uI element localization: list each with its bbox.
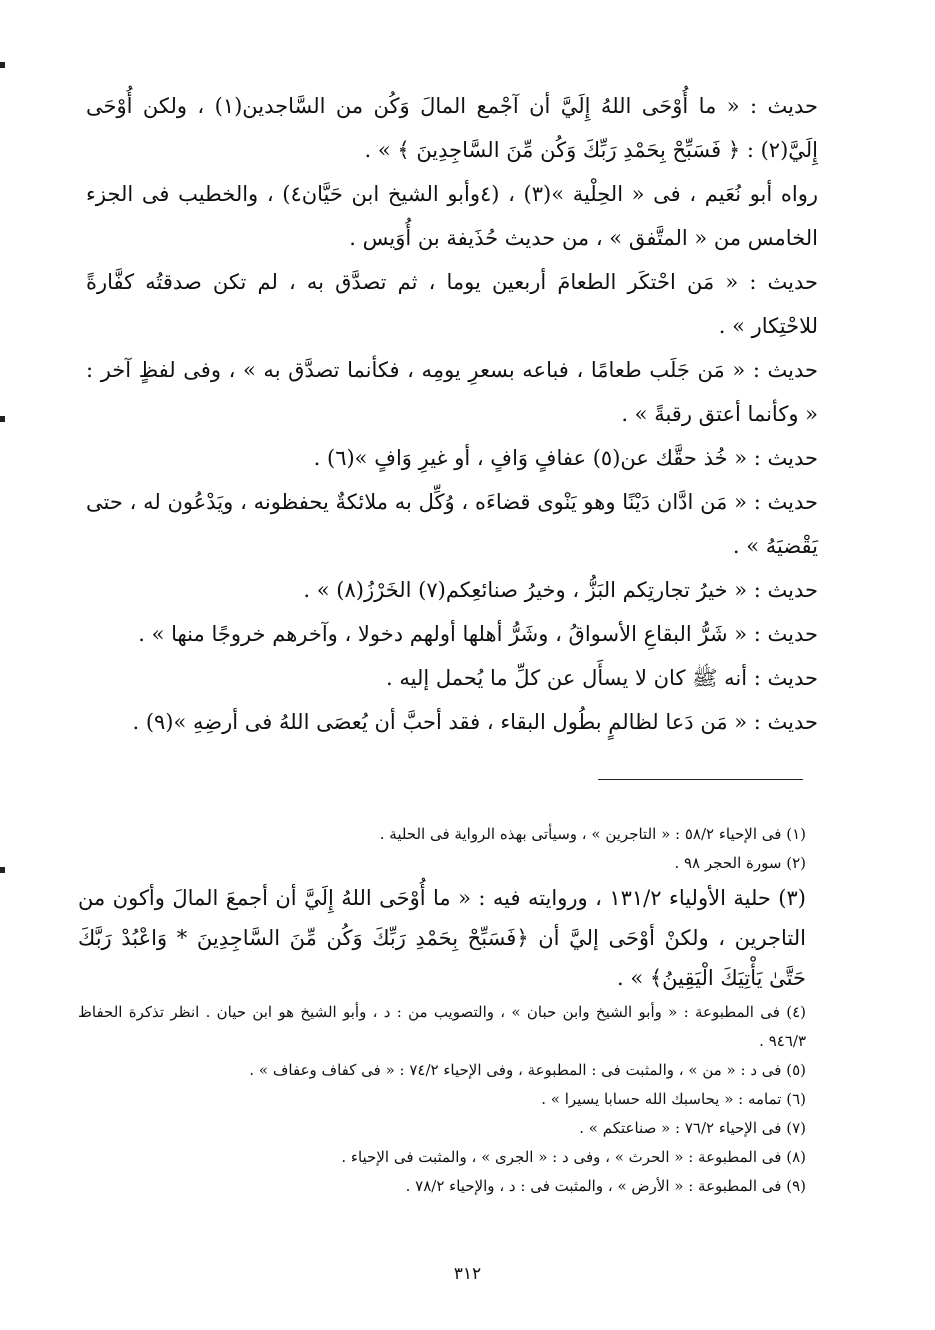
- footnote-3: (٣) حلية الأولياء ١٣١/٢ ، وروايته فيه : « ما أُوْحَى اللهُ إِلَيَّ أن أجمعَ المالَ وأكون من التاجرين ، ولكنْ أوْحَى إليَّ أن ﴿فَسَبِّحْ بِحَمْدِ رَبِّكَ وَكُن مِّنَ السَّاجِدِينَ * وَاعْبُدْ رَبَّكَ حَتَّىٰ يَأْتِيَكَ الْيَقِينُ﴾ » .: [78, 886, 806, 990]
- paragraph-hadith-8: حديث : أنه ﷺ كان لا يسأَل عن كلِّ ما يُحمل إليه .: [386, 666, 818, 690]
- footnote-9: (٩) فى المطبوعة : « الأرض » ، والمثبت فى : د ، والإحياء ٧٨/٢ .: [405, 1177, 806, 1195]
- footnote-8: (٨) فى المطبوعة : « الحرث » ، وفى د : « الجرى » ، والمثبت فى الإحياء .: [341, 1148, 806, 1166]
- footnote-4: (٤) فى المطبوعة : « وأبو الشيخ وابن حبان » ، والتصويب من : د ، وأبو الشيخ هو ابن حيان . انظر تذكرة الحفاظ ٩٤٦/٣ .: [78, 1003, 806, 1050]
- paragraph-hadith-6: حديث : « خيرُ تجارتِكم البَزُّ ، وخيرُ صنائعِكم(٧) الخَرْزُ(٨) » .: [303, 578, 818, 602]
- paragraph-hadith-9: حديث : « مَن دَعا لظالمٍ بطُول البقاء ، فقد أحبَّ أن يُعصَى اللهُ فى أرضِهِ »(٩) .: [132, 710, 818, 734]
- footnote-5: (٥) فى د : « من » ، والمثبت فى : المطبوعة ، وفى الإحياء ٧٤/٢ : « فى كفاف وعفاف » .: [249, 1061, 806, 1079]
- footnote-6: (٦) تمامه : « يحاسبك الله حسابا يسيرا » .: [541, 1090, 806, 1108]
- page-number: ٣١٢: [453, 1264, 482, 1284]
- footnote-1: (١) فى الإحياء ٥٨/٢ : « التاجرين » ، وسيأتى بهذه الرواية فى الحلية .: [379, 825, 806, 843]
- paragraph-hadith-1: حديث : « ما أُوْحَى اللهُ إِلَيَّ أن آجْمع المالَ وَكُن من السَّاجدين(١) ، ولكن أُوْحَى إِلَيَّ(٢) : ﴿ فَسَبِّحْ بِحَمْدِ رَبِّكَ وَكُن مِّنَ السَّاجِدِينَ ﴾ » .: [86, 94, 818, 162]
- footnotes: [78, 820, 806, 1201]
- paragraph-hadith-4: حديث : « خُذ حقَّك عن(٥) عفافٍ وَافٍ ، أو غيرِ وَافٍ »(٦) .: [313, 446, 818, 470]
- paragraph-hadith-5: حديث : « مَن ادَّان دَيْنًا وهو يَنْوى قضاءَه ، وُكِّل به ملائكةٌ يحفظونه ، ويَدْعُون له ، حتى يَقْضيَهُ » .: [86, 490, 818, 558]
- paragraph-hadith-7: حديث : « شَرُّ البقاعِ الأسواقُ ، وشَرُّ أهلها أولهم دخولا ، وآخرهم خروجًا منها » .: [138, 622, 818, 646]
- footnote-2: (٢) سورة الحجر ٩٨ .: [674, 854, 806, 872]
- scan-edge-mark: [0, 867, 5, 873]
- paragraph-hadith-2: حديث : « مَن احْتكَر الطعامَ أربعين يوما ، ثم تصدَّق به ، لم تكن صدقتُه كفَّارةً للاحْتِكار » .: [86, 270, 818, 338]
- paragraph-hadith-3: حديث : « مَن جَلَب طعامًا ، فباعه بسعرِ يومِه ، فكأنما تصدَّق به » ، وفى لفظٍ آخر : « وكأنما أعتق رقبةً » .: [86, 358, 818, 426]
- scan-edge-mark: [0, 62, 5, 68]
- main-text: [86, 84, 818, 744]
- paragraph-narration: رواه أبو نُعَيم ، فى « الحِلْية »(٣) ، (٤وأبو الشيخ ابن حَيَّان٤) ، والخطيب فى الجزء الخامس من « المتَّفق » ، من حديث حُذَيفة بن أُوَيس .: [86, 182, 818, 250]
- footnote-7: (٧) فى الإحياء ٧٦/٢ : « صناعتكم » .: [579, 1119, 806, 1137]
- footnote-separator: [598, 779, 803, 780]
- scan-edge-mark: [0, 416, 5, 422]
